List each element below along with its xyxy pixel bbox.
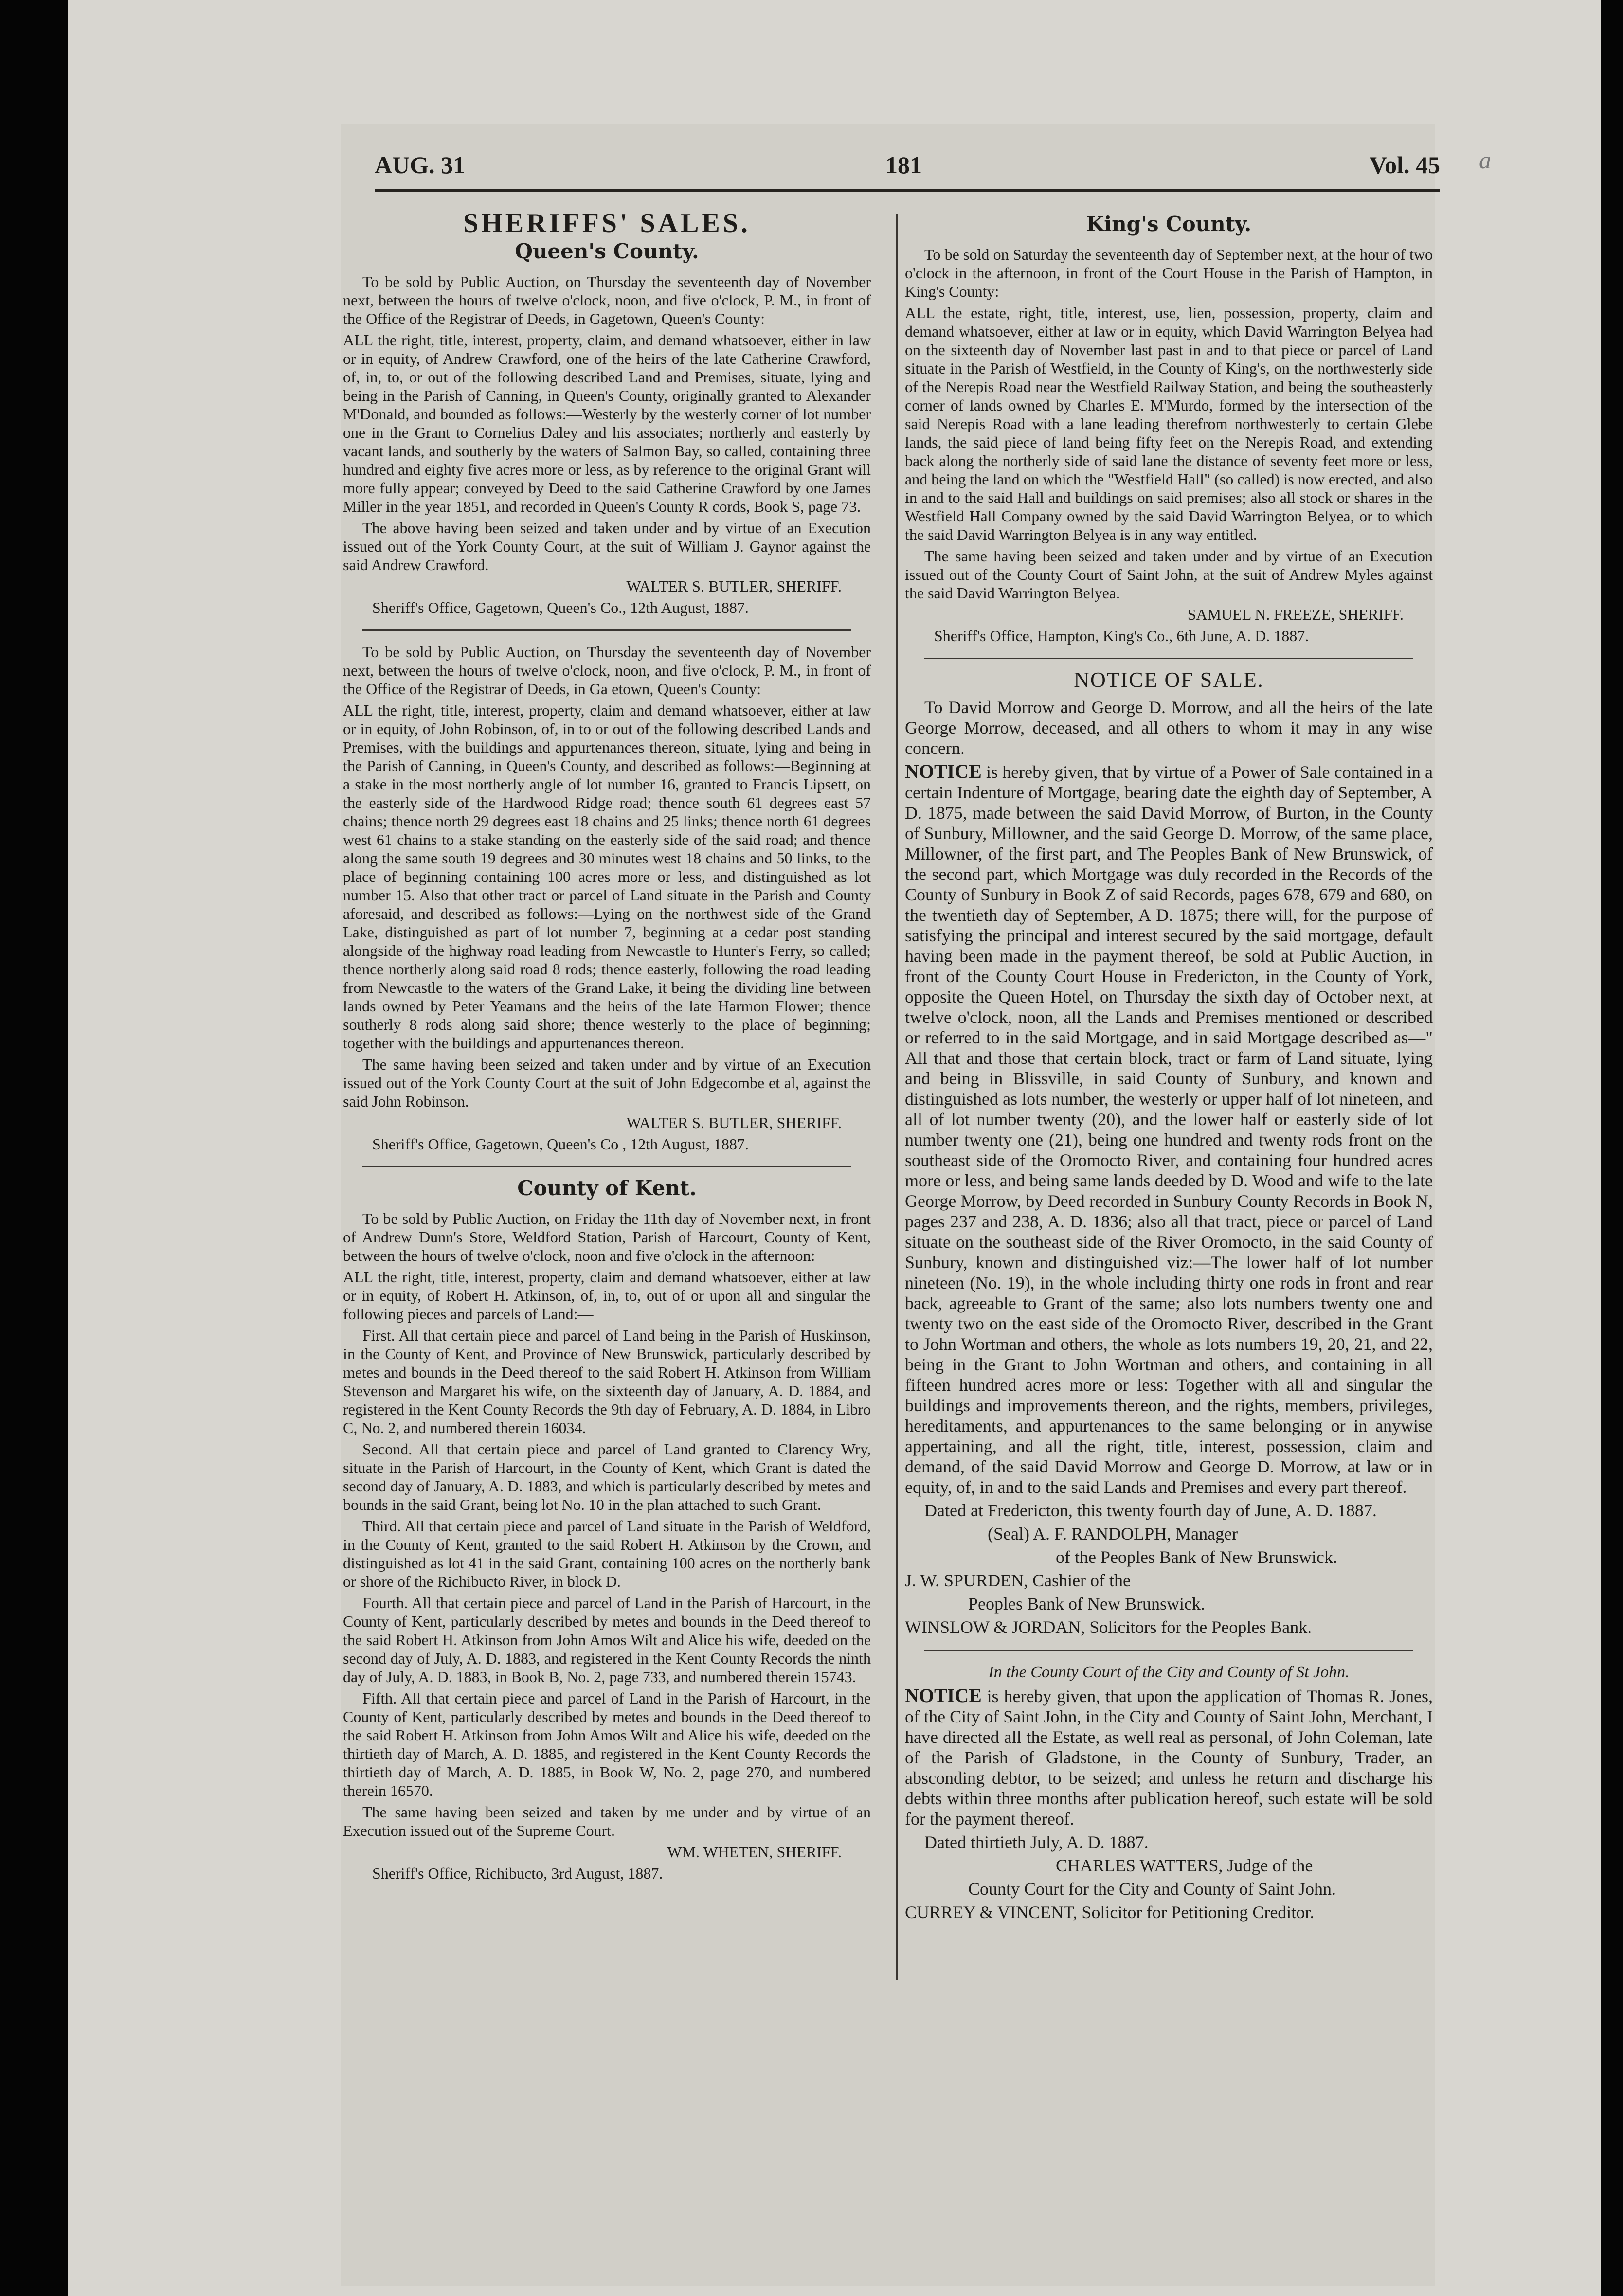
separator bbox=[924, 1650, 1413, 1651]
kent-intro: To be sold by Public Auction, on Friday the 11th day of November next, in front of Andrew Dunn's Store, Weldford Station, Parish of Harcourt, County of Kent, between the hours of twelve o'clock, noon and five o'clock in the afternoon: bbox=[343, 1210, 871, 1264]
section-title: SHERIFFS' SALES. bbox=[463, 208, 751, 238]
sale-randolph-title: of the Peoples Bank of New Brunswick. bbox=[1056, 1547, 1337, 1567]
kings-office: Sheriff's Office, Hampton, King's Co., 6th June, A. D. 1887. bbox=[934, 627, 1309, 645]
court-judge-title: County Court for the City and County of Saint John. bbox=[968, 1879, 1336, 1899]
court-body: is hereby given, that upon the application of Thomas R. Jones, of the City of Saint John, in the City and County of Saint John, Merchant, I have directed all the Estate, as well real as personal, of John Coleman, late of the Parish of Gladstone, in the County of Sunbury, Trader, an absconding debtor, to be seized; and unless he return and discharge his debts within three months after publication hereof, such estate will be sold for the payment thereof. bbox=[905, 1686, 1433, 1829]
q1-seizure: The above having been seized and taken under and by virtue of an Execution issued out of the York County Court, at the suit of William J. Gaynor against the said Andrew Crawford. bbox=[343, 519, 871, 574]
kent-fifth: Fifth. All that certain piece and parcel of Land in the Parish of Harcourt, in the County of Kent, particularly described by metes and bounds in the Deed thereof to the said Robert H. Atkinson from John Amos Wilt and Alice his wife, deeded on the thirtieth day of March, A. D. 1885, and registered in the Kent County Records the thirtieth day of March, A. D. 1885, in Book W, No. 2, page 270, and numbered therein 16570. bbox=[343, 1689, 871, 1799]
q2-seizure: The same having been seized and taken under and by virtue of an Execution issued out of the York County Court at the suit of John Edgecombe et al, against the said John Robinson. bbox=[343, 1056, 871, 1110]
right-column bbox=[905, 209, 1433, 1925]
separator bbox=[924, 658, 1413, 659]
court-notice-word: NOTICE bbox=[905, 1685, 982, 1706]
running-header bbox=[375, 146, 1440, 185]
kent-third: Third. All that certain piece and parcel of Land situate in the Parish of Weldford, in the County of Kent, granted to the said Robert H. Atkinson by the Crown, and distinguished as lot 41 in the said Grant, containing 100 acres on the northerly bank or shore of the Richibucto River, in block D. bbox=[343, 1517, 871, 1590]
court-notice-heading: In the County Court of the City and County of St John. bbox=[988, 1663, 1350, 1681]
kent-office: Sheriff's Office, Richibucto, 3rd August, 1887. bbox=[372, 1865, 663, 1882]
kent-signature: WM. WHETEN, SHERIFF. bbox=[667, 1843, 842, 1861]
q2-office: Sheriff's Office, Gagetown, Queen's Co , 12th August, 1887. bbox=[372, 1135, 749, 1153]
q2-body: ALL the right, title, interest, property, claim and demand whatsoever, either at law or in equity, of John Robinson, of, in to or out of the following described Lands and Premises, with the buildings and appurtenances thereon, situate, lying and being in the Parish of Canning, in Queen's County, and described as follows:—Beginning at a stake in the most northerly angle of lot number 16, granted to Francis Lipsett, on the easterly side of the Hardwood Ridge road; thence south 61 degrees east 57 chains; thence north 29 degrees east 18 chains and 25 links; thence north 61 degrees west 61 chains to a stake standing on the easterly side of the said road; and thence along the same south 19 degrees and 30 minutes west 18 chains and 50 links, to the place of beginning containing 100 acres more or less, and distinguished as lot number 15. Also that other tract or parcel of Land situate in the Parish and County aforesaid, and described as follows:—Lying on the northwest side of the Grand Lake, distinguished as part of lot number 7, beginning at a cedar post standing alongside of the highway road leading from Newcastle to Hunter's Ferry, so called; thence northerly along said road 8 rods; thence easterly, following the road leading from Newcastle to the waters of the Grand Lake, it being the dividing line between lands owned by Peter Yeamans and the heirs of the late Harmon Flower; thence southerly 8 rods along said shore; thence westerly to the place of beginning; together with the buildings and appurtenances thereon. bbox=[343, 701, 871, 1052]
sale-spurden-signature: J. W. SPURDEN, Cashier of the bbox=[905, 1571, 1131, 1590]
header-date: AUG. 31 bbox=[375, 151, 466, 179]
header-rule bbox=[375, 189, 1440, 192]
court-dated: Dated thirtieth July, A. D. 1887. bbox=[924, 1832, 1149, 1852]
q1-intro: To be sold by Public Auction, on Thursday the seventeenth day of November next, between the hours of twelve o'clock, noon, and five o'clock, P. M., in front of the Office of the Registrar of Deeds, in Gagetown, Queen's County: bbox=[343, 273, 871, 327]
q1-office: Sheriff's Office, Gagetown, Queen's Co., 12th August, 1887. bbox=[372, 599, 749, 616]
kent-county-heading: County of Kent. bbox=[517, 1176, 697, 1200]
notice-of-sale-heading: NOTICE OF SALE. bbox=[1074, 668, 1264, 692]
separator bbox=[362, 1166, 851, 1167]
sale-dated: Dated at Fredericton, this twenty fourth day of June, A. D. 1887. bbox=[924, 1501, 1377, 1520]
court-judge-signature: CHARLES WATTERS, Judge of the bbox=[1056, 1856, 1313, 1875]
kings-intro: To be sold on Saturday the seventeenth day of September next, at the hour of two o'clock in the afternoon, in front of the Court House in the Parish of Hampton, in King's County: bbox=[905, 246, 1433, 300]
q2-signature: WALTER S. BUTLER, SHERIFF. bbox=[626, 1114, 842, 1131]
kent-body: ALL the right, title, interest, property, claim and demand whatsoever, either at law or in equity, of Robert H. Atkinson, of, in, to, out of or upon all and singular the following pieces and parcels of Land:— bbox=[343, 1268, 871, 1323]
court-solicitor: CURREY & VINCENT, Solicitor for Petitioning Creditor. bbox=[905, 1902, 1315, 1922]
sale-randolph-signature: (Seal) A. F. RANDOLPH, Manager bbox=[988, 1524, 1238, 1543]
sale-spurden-title: Peoples Bank of New Brunswick. bbox=[968, 1594, 1205, 1614]
header-volume: Vol. 45 bbox=[1369, 151, 1440, 179]
column-rule bbox=[896, 214, 898, 1980]
court-notice-text bbox=[905, 1686, 1433, 1922]
queens-county-heading: Queen's County. bbox=[515, 239, 699, 263]
kent-fourth: Fourth. All that certain piece and parcel of Land in the Parish of Harcourt, in the County of Kent, particularly described by metes and bounds in the Deed thereof to the said Robert H. Atkinson from John Amos Wilt and Alice his wife, deeded on the second day of July, A. D. 1883, and registered in the Kent County Records the ninth day of July, A. D. 1883, in Book B, No. 2, page 733, and numbered therein 15743. bbox=[343, 1594, 871, 1686]
q1-body: ALL the right, title, interest, property, claim, and demand whatsoever, either in law or in equity, of Andrew Crawford, one of the heirs of the late Catherine Crawford, of, in, to, or out of the following described Land and Premises, situate, lying and being in the Parish of Canning, in Queen's County, originally granted to Alexander M'Donald, and bounded as follows:—Westerly by the westerly corner of lot number one in the Grant to Cornelius Daley and his associates; northerly and easterly by vacant lands, and southerly by the waters of Salmon Bay, so called, containing three hundred and eighty five acres more or less, as by reference to the original Grant will more fully appear; conveyed by Deed to the said Catherine Crawford by one James Miller in the year 1851, and recorded in Queen's County R cords, Book S, page 73. bbox=[343, 331, 871, 515]
sale-addressee: To David Morrow and George D. Morrow, and all the heirs of the late George Morrow, deceased, and all others to whom it may in any wise concern. bbox=[905, 698, 1433, 758]
header-page-number: 181 bbox=[885, 151, 922, 179]
sale-notice-word: NOTICE bbox=[905, 760, 982, 782]
kent-second: Second. All that certain piece and parcel of Land granted to Clarency Wry, situate in the Parish of Harcourt, in the County of Kent, which Grant is dated the second day of January, A. D. 1883, and which is particularly described by metes and bounds in the said Grant, being lot No. 10 in the plan attached to such Grant. bbox=[343, 1440, 871, 1513]
kings-seizure: The same having been seized and taken under and by virtue of an Execution issued out of the County Court of Saint John, at the suit of Andrew Myles against the said David Warrington Belyea. bbox=[905, 547, 1433, 602]
q2-intro: To be sold by Public Auction, on Thursday the seventeenth day of November next, between the hours of twelve o'clock, noon, and five o'clock, P. M., in front of the Office of the Registrar of Deeds, in Ga etown, Queen's County: bbox=[343, 643, 871, 698]
left-column bbox=[343, 209, 871, 1885]
q1-signature: WALTER S. BUTLER, SHERIFF. bbox=[626, 577, 842, 595]
separator bbox=[362, 629, 851, 631]
notice-of-sale-text bbox=[905, 697, 1433, 1637]
kings-county-heading: King's County. bbox=[1086, 212, 1252, 236]
kings-body: ALL the estate, right, title, interest, use, lien, possession, property, claim and demand whatsoever, either at law or in equity, which David Warrington Belyea had on the sixteenth day of November last past in and to that piece or parcel of Land situate in the Parish of Westfield, in the County of King's, on the northwesterly side of the Nerepis Road near the Westfield Railway Station, and being the southeasterly corner of lands owned by Charles E. M'Murdo, formed by the intersection of the said Nerepis Road with a lane leading therefrom northwesterly to certain Glebe lands, the said piece of land being fifty feet on the Nerepis Road, and extending back along the northerly side of said lane the distance of seventy feet more or less, and being the land on which the "Westfield Hall" (so called) is now erected, and also in and to the said Hall and buildings on said premises; also all stock or shares in the Westfield Hall Company owned by the said David Warrington Belyea, or to which the said David Warrington Belyea is in any way entitled. bbox=[905, 304, 1433, 543]
pencil-mark: a bbox=[1479, 146, 1491, 174]
kent-seizure: The same having been seized and taken by me under and by virtue of an Execution issued out of the Supreme Court. bbox=[343, 1803, 871, 1839]
kent-first: First. All that certain piece and parcel of Land being in the Parish of Huskinson, in the County of Kent, and Province of New Brunswick, particularly described by metes and bounds in the Deed thereof to the said Robert H. Atkinson from William Stevenson and Margaret his wife, on the sixteenth day of January, A. D. 1884, and registered in the Kent County Records the 9th day of February, A. D. 1884, in Libro C, No. 2, and numbered therein 16034. bbox=[343, 1327, 871, 1436]
sale-body: is hereby given, that by virtue of a Power of Sale contained in a certain Indenture of Mortgage, bearing date the eighth day of September, A D. 1875, made between the said David Morrow, of Burton, in the County of Sunbury, Millowner, and the said George D. Morrow, of the same place, Millowner, of the first part, and The Peoples Bank of New Brunswick, of the second part, which Mortgage was duly recorded in the Records of the County of Sunbury in Book Z of said Records, pages 678, 679 and 680, on the twentieth day of September, A D. 1875; there will, for the purpose of satisfying the principal and interest secured by the said mortgage, default having been made in the payment thereof, be sold at Public Auction, in front of the County Court House in Fredericton, in the County of York, opposite the Queen Hotel, on Thursday the sixth day of October next, at twelve o'clock, noon, all the Lands and Premises mentioned or described or referred to in the said Mortgage, and in said Mortgage described as—" All that and those that certain block, tract or farm of Land situate, lying and being in Blissville, in said County of Sunbury, and known and distinguished as lots number, the westerly or upper half of lot nineteen, and all of lot number twenty (20), and the lower half or easterly side of lot number twenty one (21), being one hundred and twenty rods front on the southeast side of the Oromocto River, and containing four hundred acres more or less, and being same lands deeded by D. Wood and wife to the late George Morrow, by Deed recorded in Sunbury County Records in Book N, pages 237 and 238, A. D. 1836; also all that tract, piece or parcel of Land situate on the southeast side of the River Oromocto, in the said County of Sunbury, known and distinguished viz:—The lower half of lot number nineteen (No. 19), in the whole including thirty one rods in front and rear back, agreeable to Grant of the same; also lots numbers twenty one and twenty two on the east side of the Oromocto River, described in the Grant to John Wortman and others, the whole as lots numbers 19, 20, 21, and 22, being in the Grant to John Wortman and others, and containing in all fifteen hundred acres more or less: Together with all and singular the buildings and improvements thereon, and the rights, members, privileges, hereditaments, and appurtenances to the same belonging or in anywise appertaining, and all the right, title, interest, possession, claim and demand, of the said David Morrow and George D. Morrow, at law or in equity, of, in and to the said Lands and Premises and every part thereof. bbox=[905, 762, 1433, 1497]
sale-solicitors: WINSLOW & JORDAN, Solicitors for the Peoples Bank. bbox=[905, 1617, 1312, 1637]
kings-signature: SAMUEL N. FREEZE, SHERIFF. bbox=[1187, 606, 1404, 623]
